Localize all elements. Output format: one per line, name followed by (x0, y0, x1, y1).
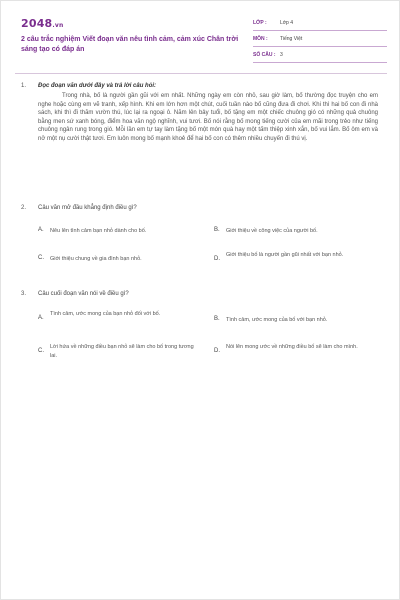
meta-label: MÔN : (253, 36, 268, 42)
meta-label: LỚP : (253, 20, 267, 26)
worksheet-title: 2 câu trắc nghiệm Viết đoạn văn nêu tình cảm, cảm xúc Chân trời sáng tạo có đáp án (21, 36, 239, 53)
option-letter: D. (214, 348, 220, 354)
option-letter: D. (214, 256, 220, 262)
option-text: Giới thiệu chung về gia đình bạn nhỏ. (50, 256, 142, 262)
question-text: Đọc đoạn văn dưới đây và trả lời câu hỏi: (38, 83, 157, 89)
option-text: Tình cảm, ước mong của bố với bạn nhỏ. (226, 317, 328, 323)
question-3 (21, 291, 381, 381)
question-1 (21, 83, 381, 203)
option-letter: B. (214, 316, 220, 322)
option-letter: A. (38, 315, 44, 321)
option-text: Giới thiệu về công việc của người bố. (226, 228, 318, 234)
option-letter: C. (38, 255, 44, 261)
meta-value: Tiếng Việt (280, 36, 303, 42)
meta-label: SỐ CÂU : (253, 52, 276, 58)
question-text: Câu văn mở đầu khẳng định điều gì? (38, 205, 137, 211)
option-letter: C. (38, 348, 44, 354)
option-letter: A. (38, 227, 44, 233)
meta-row-count (253, 49, 387, 63)
option-letter: B. (214, 227, 220, 233)
meta-row-subject (253, 33, 387, 47)
site-logo[interactable] (21, 17, 63, 30)
logo-suffix: .vn (52, 22, 64, 29)
question-number: 1. (21, 83, 27, 89)
question-number: 2. (21, 205, 27, 211)
meta-value: 3 (280, 52, 283, 58)
option-text: Tình cảm, ước mong của bạn nhỏ đối với bố. (50, 311, 161, 317)
meta-value: Lớp 4 (280, 20, 294, 26)
option-text: Lời hứa về những điều bạn nhỏ sẽ làm cho bố trong tương lai. (50, 344, 194, 359)
reading-passage: Trong nhà, bố là người gần gũi với em nhất. Những ngày em còn nhỏ, sau giờ làm, bố thường đọc truyện cho em nghe hoặc cùng em vẽ tranh, xếp hình. Khi em lớn hơn một chút, cuối tuần nào bố cũng đưa đi chơi. Khi thì hai bố con đi nhà sách, khi thì đi thăm vườn thú, lúc lại ra ngoại ô. Năm lên bảy tuổi, bố tặng em một chiếc chuông gió có những quả chuông bằng men sứ xanh bóng, điểm hoa văn ngộ nghĩnh, vui tươi. Bố nói rằng bố mong tiếng cười của em mãi trong trẻo như tiếng chuông ngân rung trong gió. Mỗi lần em tự tay làm tặng bố một món quà hay một tấm thiệp xinh xắn, bố vui lắm. Bố ôm em và nở một nụ cười thật tươi. Em luôn mong bố mạnh khoẻ để hai bố con có thêm nhiều chuyến đi thú vị. (38, 93, 378, 142)
option-text: Nói lên mong ước về những điều bố sẽ làm cho mình. (226, 344, 358, 350)
meta-row-grade (253, 17, 387, 31)
logo-text: 2048 (21, 17, 53, 30)
question-text: Câu cuối đoạn văn nói về điều gì? (38, 291, 129, 297)
question-2 (21, 205, 381, 275)
header-divider (15, 73, 387, 74)
option-text: Nêu lên tình cảm bạn nhỏ dành cho bố. (50, 228, 147, 234)
option-text: Giới thiệu bố là người gần gũi nhất với bạn nhỏ. (226, 252, 344, 258)
worksheet-header (15, 13, 387, 71)
meta-info (253, 17, 387, 65)
question-number: 3. (21, 291, 27, 297)
